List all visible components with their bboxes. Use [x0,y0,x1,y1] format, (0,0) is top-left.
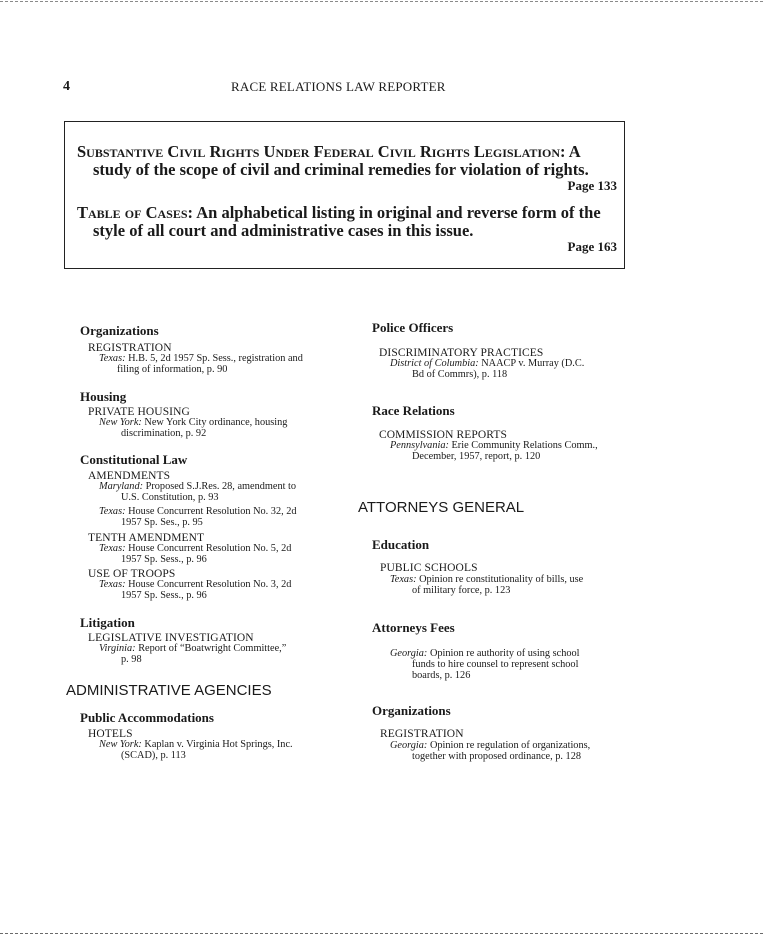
running-head: RACE RELATIONS LAW REPORTER [231,79,446,94]
entry-text-cont: funds to hire counsel to represent school [412,659,579,670]
entry-text-cont: filing of information, p. 90 [117,364,228,375]
topic-heading: Public Accommodations [80,710,214,725]
entry-text: House Concurrent Resolution No. 32, 2d [128,506,297,517]
index-entry [99,739,335,761]
entry-text: House Concurrent Resolution No. 5, 2d [128,543,292,554]
entry-state: District of Columbia: [390,358,479,369]
contents-entry-desc: style of all court and administrative cases in this issue. [93,221,474,240]
topic-heading: Police Officers [372,320,454,335]
subtopic-heading: PUBLIC SCHOOLS [380,562,478,574]
entry-text: House Concurrent Resolution No. 3, 2d [128,579,292,590]
index-entry [99,506,335,528]
index-entry [99,353,335,375]
entry-state: Pennsylvania: [390,440,449,451]
entry-text-cont: boards, p. 126 [412,670,471,681]
topic-heading: Attorneys Fees [372,620,455,635]
entry-state: Georgia: [390,740,428,751]
contents-entry-desc-first: A [568,142,581,161]
entry-state: Texas: [99,579,126,590]
subtopic-heading: AMENDMENTS [88,470,171,482]
entry-text-cont: 1957 Sp. Sess., p. 96 [121,554,207,565]
entry-state: Virginia: [99,643,136,654]
major-heading: ATTORNEYS GENERAL [358,499,525,516]
subtopic-heading: TENTH AMENDMENT [88,532,205,544]
entry-state: New York: [99,417,142,428]
entry-text: Opinion re constitutionality of bills, use [419,574,584,585]
entry-text: Proposed S.J.Res. 28, amendment to [145,481,297,492]
topic-heading: Organizations [80,323,159,338]
index-entry [99,417,335,439]
topic-heading: Housing [80,389,127,404]
subtopic-heading: DISCRIMINATORY PRACTICES [379,347,544,359]
entry-state: Texas: [390,574,417,585]
page-number: 4 [63,79,70,94]
contents-entry-page: Page 133 [567,178,617,193]
top-scan-edge [0,1,763,2]
index-entry [390,648,626,681]
entry-text: New York City ordinance, housing [144,417,288,428]
topic-heading: Organizations [372,703,451,718]
contents-entry-title: Table of Cases: [77,203,194,222]
topic-heading: Race Relations [372,403,455,418]
entry-state: New York: [99,739,142,750]
entry-state: Texas: [99,506,126,517]
entry-text: Report of “Boatwright Committee,” [138,643,287,654]
entry-text-cont: discrimination, p. 92 [121,428,207,439]
contents-entry [77,143,617,193]
entry-text: Opinion re authority of using school [429,648,580,659]
entry-text: Kaplan v. Virginia Hot Springs, Inc. [144,739,293,750]
contents-entry-title: Substantive Civil Rights Under Federal Civil Rights Legislation: [77,142,566,161]
entry-state: Georgia: [390,648,428,659]
major-heading: ADMINISTRATIVE AGENCIES [66,682,272,699]
subtopic-heading: COMMISSION REPORTS [379,429,507,441]
entry-text-cont: 1957 Sp. Sess., p. 96 [121,590,207,601]
contents-entry-page: Page 163 [567,239,617,254]
subtopic-heading: LEGISLATIVE INVESTIGATION [88,632,254,644]
entry-text-cont: p. 98 [121,654,142,665]
index-entry [99,579,335,601]
index-entry [390,440,626,462]
index-entry [390,740,626,762]
topic-heading: Education [372,537,430,552]
entry-text-cont: December, 1957, report, p. 120 [412,451,541,462]
index-entry [390,574,626,596]
entry-text-cont: 1957 Sp. Ses., p. 95 [121,517,203,528]
entry-text-cont: together with proposed ordinance, p. 128 [412,751,581,762]
subtopic-heading: USE OF TROOPS [88,568,176,580]
contents-box [64,121,625,269]
subtopic-heading: PRIVATE HOUSING [88,406,190,418]
index-entry [390,358,626,380]
index-entry [99,643,335,665]
entry-state: Maryland: [99,481,144,492]
subtopic-heading: REGISTRATION [380,728,464,740]
entry-text: Opinion re regulation of organizations, [429,740,591,751]
subtopic-heading: HOTELS [88,728,133,740]
contents-entry-desc-first: An alphabetical listing in original and reverse form of the [196,203,601,222]
subtopic-heading: REGISTRATION [88,342,172,354]
entry-text: H.B. 5, 2d 1957 Sp. Sess., registration and [128,353,303,364]
entry-state: Texas: [99,543,126,554]
contents-entry-desc: study of the scope of civil and criminal remedies for violation of rights. [93,160,589,179]
entry-state: Texas: [99,353,126,364]
entry-text-cont: U.S. Constitution, p. 93 [121,492,219,503]
entry-text-cont: of military force, p. 123 [412,585,511,596]
entry-text: NAACP v. Murray (D.C. [481,358,585,369]
index-entry [99,481,335,503]
entry-text: Erie Community Relations Comm., [451,440,598,451]
contents-entry [77,204,617,254]
topic-heading: Litigation [80,615,135,630]
entry-text-cont: (SCAD), p. 113 [121,750,186,761]
index-entry [99,543,335,565]
entry-text-cont: Bd of Commrs), p. 118 [412,369,508,380]
bottom-scan-edge [0,933,763,934]
topic-heading: Constitutional Law [80,452,188,467]
